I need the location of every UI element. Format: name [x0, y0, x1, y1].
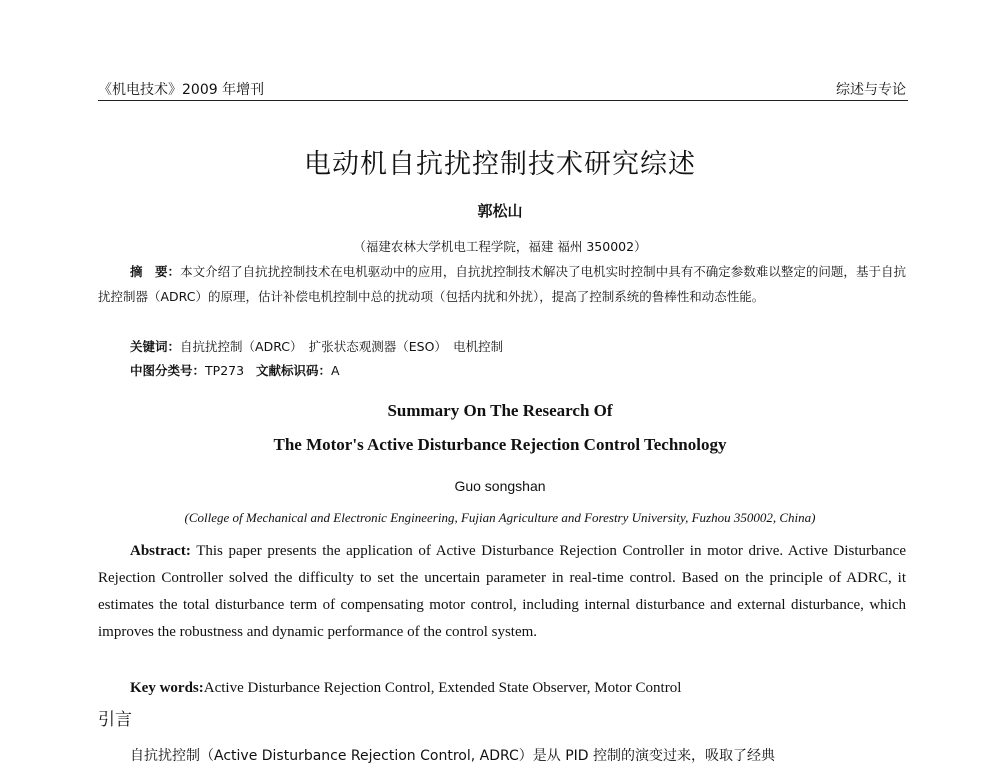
- cn-keywords: [98, 334, 906, 359]
- cn-abstract: [98, 259, 906, 309]
- doc-code-label: 文献标识码：: [255, 363, 331, 378]
- en-title-line2: The Motor's Active Disturbance Rejection Control Technology: [273, 435, 727, 454]
- cn-keywords-text: 自抗扰控制（ADRC） 扩张状态观测器（ESO） 电机控制: [180, 339, 504, 354]
- intro-heading: 引言: [98, 710, 132, 730]
- clc-value: TP273: [205, 363, 245, 378]
- en-keywords-text: Active Disturbance Rejection Control, Extended State Observer, Motor Control: [203, 680, 682, 696]
- en-keywords-label: Key words:: [130, 680, 204, 696]
- cn-author: 郭松山: [477, 202, 523, 220]
- en-title-line1: Summary On The Research Of: [387, 401, 613, 420]
- cn-affiliation: （福建农林大学机电工程学院，福建 福州 350002）: [353, 239, 647, 254]
- cn-classification: [98, 358, 906, 383]
- en-abstract-text: This paper presents the application of Active Disturbance Rejection Controller in motor drive. Active Disturbance Rejection Controller solved the difficulty to set the uncertain parameter in real-time control. Based on the principle of ADRC, it estimates the total disturbance term of compensating motor control, including internal disturbance and external disturbance, which improves the robustness and dynamic performance of the control system.: [98, 543, 906, 640]
- intro-first-line: 自抗扰控制（Active Disturbance Rejection Control, ADRC）是从 PID 控制的演变过来，吸取了经典: [130, 748, 776, 764]
- header-rule: [98, 100, 908, 101]
- cn-abstract-text: 本文介绍了自抗扰控制技术在电机驱动中的应用，自抗扰控制技术解决了电机实时控制中具有不确定参数难以整定的问题，基于自抗扰控制器（ADRC）的原理，估计补偿电机控制中总的扰动项（包括内扰和外扰），提高了控制系统的鲁棒性和动态性能。: [98, 264, 906, 304]
- cn-keywords-label: 关键词：: [130, 339, 181, 354]
- cn-title: 电动机自抗扰控制技术研究综述: [304, 149, 696, 180]
- cn-abstract-label: 摘 要：: [130, 264, 181, 279]
- en-abstract-label: Abstract:: [130, 543, 191, 559]
- clc-label: 中图分类号：: [130, 363, 206, 378]
- journal-header: 《机电技术》2009 年增刊: [98, 82, 265, 98]
- section-header: 综述与专论: [836, 82, 906, 98]
- en-affiliation: (College of Mechanical and Electronic Engineering, Fujian Agriculture and Forestry University, Fuzhou 350002, China): [184, 510, 816, 525]
- en-keywords: [98, 675, 906, 702]
- en-abstract: [98, 538, 906, 646]
- doc-code-value: A: [331, 363, 340, 378]
- en-author: Guo songshan: [454, 478, 546, 494]
